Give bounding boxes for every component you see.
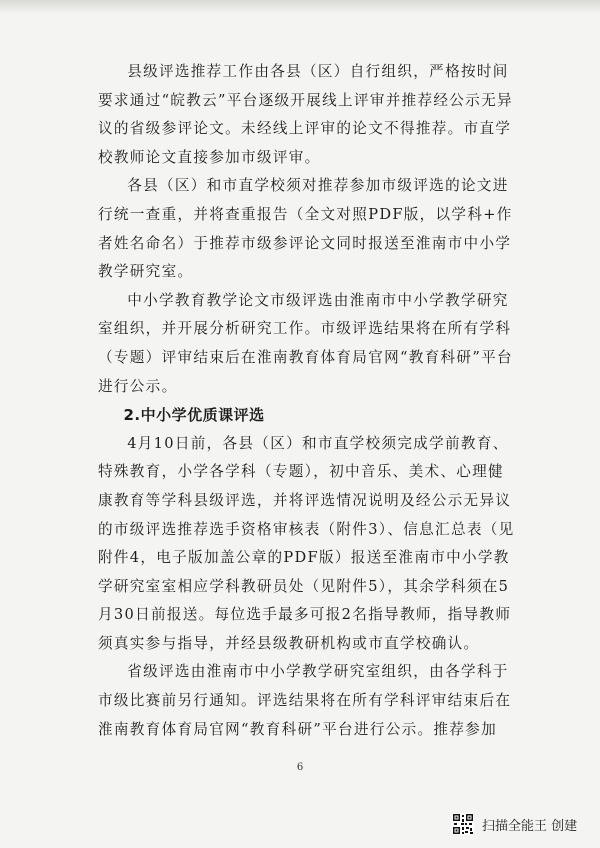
paragraph: 县级评选推荐工作由各县（区）自行组织，严格按时间要求通过“皖教云”平台逐级开展线上评审并推荐经公示无异议的省级参评论文。未经线上评审的论文不得推荐。市直学校教师论文直接参加市级评审。 <box>98 63 513 166</box>
document-body <box>98 58 516 744</box>
paragraph: 中小学教育教学论文市级评选由淮南市中小学教学研究室组织，并开展分析研究工作。市级评选结果将在所有学科（专题）评审结束后在淮南教育体育局官网“教育科研”平台进行公示。 <box>98 291 513 395</box>
scanner-watermark <box>452 813 577 835</box>
paragraph: 省级评选由淮南市中小学教学研究室组织，由各学科于市级比赛前另行通知。评选结果将在所有学科评审结束后在淮南教育体育局官网“教育科研”平台进行公示。推荐参加 <box>98 663 512 738</box>
page-number: 6 <box>296 762 304 773</box>
scanner-label: 扫描全能王 创建 <box>482 818 578 834</box>
scan-edge-shadow <box>0 0 600 14</box>
qr-code-icon <box>452 813 474 835</box>
paragraph: 各县（区）和市直学校须对推荐参加市级评选的论文进行统一查重，并将查重报告（全文对照PDF版，以学科+作者姓名命名）于推荐市级参评论文同时报送至淮南市中小学教学研究室。 <box>98 177 513 281</box>
section-heading: 2.中小学优质课评选 <box>123 406 265 425</box>
paragraph: 4月10日前，各县（区）和市直学校须完成学前教育、特殊教育，小学各学科（专题），初中音乐、美术、心理健康教育等学科县级评选，并将评选情况说明及经公示无异议的市级评选推荐选手资格审核表（附件3）、信息汇总表（见附件4，电子版加盖公章的PDF版）报送至淮南市中小学教学研究室室相应学科教研员处（见附件5），其余学科须在5月30日前报送。每位选手最多可报2名指导教师，指导教师须真实参与指导，并经县级教研机构或市直学校确认。 <box>98 434 515 652</box>
